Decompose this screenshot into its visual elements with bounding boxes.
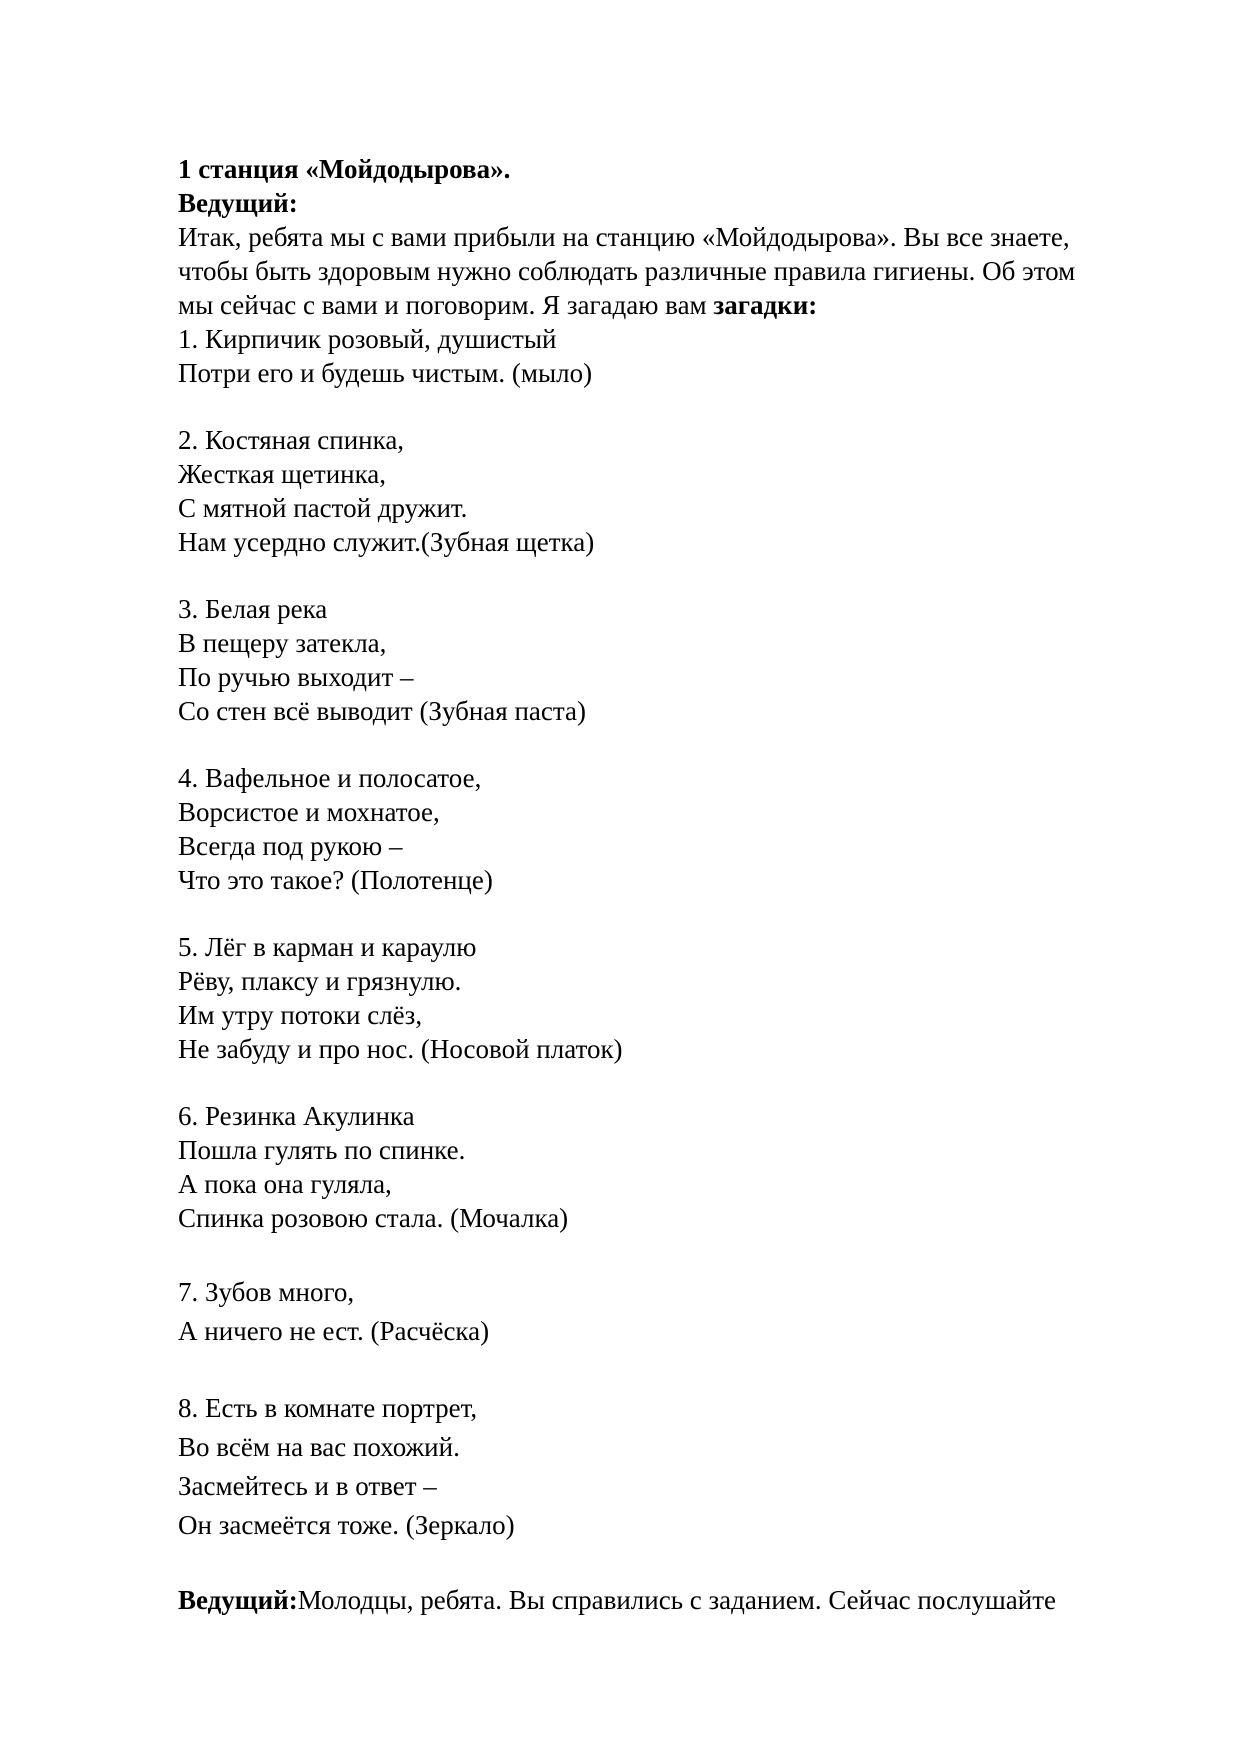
riddle-line: Им утру потоки слёз, (178, 1000, 423, 1030)
closing-paragraph (178, 1583, 1168, 1617)
host-label: Ведущий: (178, 188, 298, 218)
riddle-line: В пещеру затекла, (178, 628, 387, 658)
closing-host-label: Ведущий: (178, 1585, 298, 1615)
intro-line: Итак, ребята мы с вами прибыли на станцию «Мойдодырова». Вы все знаете, (178, 222, 1070, 252)
riddle-line: 5. Лёг в карман и караулю (178, 932, 477, 962)
riddle-7 (178, 1273, 1168, 1351)
closing-text: Молодцы, ребята. Вы справились с заданием. Сейчас послушайте (297, 1585, 1056, 1615)
riddle-line: Во всём на вас похожий. (178, 1432, 460, 1462)
intro-line-last (178, 288, 1168, 322)
riddle-line: Спинка розовою стала. (Мочалка) (178, 1203, 569, 1233)
spacer (178, 1351, 1168, 1389)
riddle-line: 4. Вафельное и полосатое, (178, 763, 482, 793)
spacer (178, 390, 1168, 423)
riddle-line: По ручью выходит – (178, 662, 414, 692)
riddle-line: 1. Кирпичик розовый, душистый (178, 324, 557, 354)
riddle-line: 6. Резинка Акулинка (178, 1101, 415, 1131)
intro-line: чтобы быть здоровым нужно соблюдать различные правила гигиены. Об этом (178, 256, 1076, 286)
riddle-8 (178, 1389, 1168, 1545)
riddles-word: загадки (713, 290, 809, 320)
intro-colon: : (808, 290, 818, 320)
spacer (178, 1066, 1168, 1099)
riddle-2 (178, 423, 1168, 559)
riddle-line: Засмейтесь и в ответ – (178, 1471, 437, 1501)
riddle-line: С мятной пастой дружит. (178, 493, 468, 523)
spacer (178, 559, 1168, 592)
riddle-line: 3. Белая река (178, 594, 328, 624)
riddle-line: Ворсистое и мохнатое, (178, 797, 440, 827)
riddle-line: Пошла гулять по спинке. (178, 1135, 466, 1165)
riddle-line: Не забуду и про нос. (Носовой платок) (178, 1034, 623, 1064)
riddle-line: Нам усердно служит.(Зубная щетка) (178, 527, 595, 557)
spacer (178, 728, 1168, 761)
riddle-line: Жесткая щетинка, (178, 459, 387, 489)
riddle-line: Со стен всё выводит (Зубная паста) (178, 696, 586, 726)
spacer (178, 1235, 1168, 1273)
document-body (178, 152, 1168, 1617)
riddle-line: Что это такое? (Полотенце) (178, 865, 493, 895)
riddle-5 (178, 930, 1168, 1066)
intro-text: мы сейчас с вами и поговорим. Я загадаю вам (178, 290, 714, 320)
riddle-line: А ничего не ест. (Расчёска) (178, 1316, 490, 1346)
station-title: 1 станция «Мойдодырова». (178, 154, 511, 184)
riddle-line: Всегда под рукою – (178, 831, 403, 861)
riddle-line: 2. Костяная спинка, (178, 425, 405, 455)
riddle-3 (178, 592, 1168, 728)
riddle-line: Рёву, плаксу и грязнулю. (178, 966, 462, 996)
riddle-4 (178, 761, 1168, 897)
riddle-line: Он засмеётся тоже. (Зеркало) (178, 1510, 515, 1540)
spacer (178, 897, 1168, 930)
riddle-line: 8. Есть в комнате портрет, (178, 1393, 478, 1423)
riddle-1 (178, 322, 1168, 390)
riddle-6 (178, 1099, 1168, 1235)
riddle-line: Потри его и будешь чистым. (мыло) (178, 358, 593, 388)
riddle-line: 7. Зубов много, (178, 1277, 355, 1307)
spacer (178, 1545, 1168, 1583)
riddle-line: А пока она гуляла, (178, 1169, 392, 1199)
